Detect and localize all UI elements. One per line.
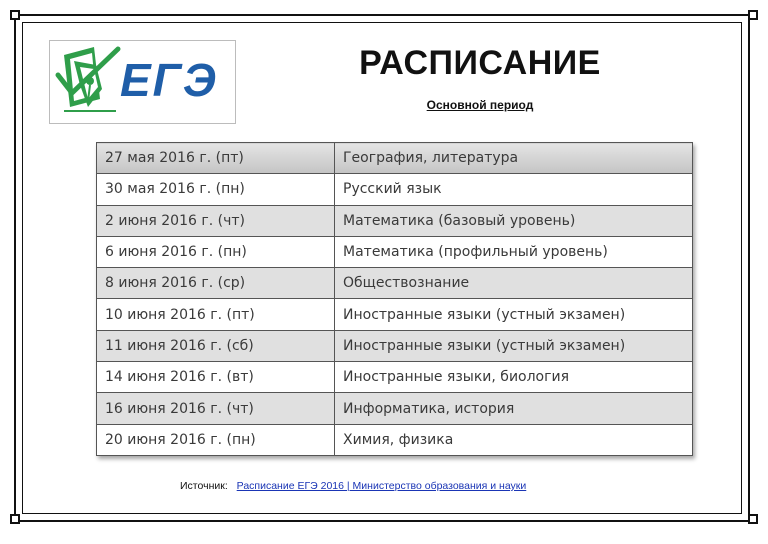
exam-date-cell: 2 июня 2016 г. (чт): [97, 205, 335, 236]
table-row: [97, 205, 693, 236]
exam-subject-cell: Иностранные языки, биология: [335, 362, 693, 393]
table-row: [97, 236, 693, 267]
source-link[interactable]: Расписание ЕГЭ 2016 | Министерство образования и науки: [236, 480, 527, 492]
exam-date-cell: 6 июня 2016 г. (пн): [97, 236, 335, 267]
border-corner: [10, 514, 20, 524]
exam-date-cell: 20 июня 2016 г. (пн): [97, 424, 335, 455]
exam-subject-cell: География, литература: [335, 143, 693, 174]
border-corner: [748, 514, 758, 524]
exam-subject-cell: Химия, физика: [335, 424, 693, 455]
exam-schedule-table: [96, 142, 693, 456]
exam-subject-cell: Иностранные языки (устный экзамен): [335, 330, 693, 361]
exam-subject-cell: Русский язык: [335, 174, 693, 205]
exam-date-cell: 8 июня 2016 г. (ср): [97, 268, 335, 299]
exam-date-cell: 11 июня 2016 г. (сб): [97, 330, 335, 361]
page-title: РАСПИСАНИЕ: [359, 44, 601, 82]
exam-date-cell: 14 июня 2016 г. (вт): [97, 362, 335, 393]
ege-logo: [49, 40, 236, 124]
exam-subject-cell: Информатика, история: [335, 393, 693, 424]
exam-date-cell: 10 июня 2016 г. (пт): [97, 299, 335, 330]
exam-date-cell: 30 мая 2016 г. (пн): [97, 174, 335, 205]
exam-subject-cell: Математика (профильный уровень): [335, 236, 693, 267]
table-row: [97, 143, 693, 174]
exam-subject-cell: Математика (базовый уровень): [335, 205, 693, 236]
table-row: [97, 424, 693, 455]
logo-text: ЕГЭ: [120, 54, 218, 106]
source-note: [180, 480, 526, 492]
exam-subject-cell: Иностранные языки (устный экзамен): [335, 299, 693, 330]
border-corner: [748, 10, 758, 20]
table-row: [97, 362, 693, 393]
table-row: [97, 330, 693, 361]
source-label: Источник:: [180, 480, 228, 492]
table-row: [97, 393, 693, 424]
exam-date-cell: 27 мая 2016 г. (пт): [97, 143, 335, 174]
table-row: [97, 268, 693, 299]
border-corner: [10, 10, 20, 20]
exam-subject-cell: Обществознание: [335, 268, 693, 299]
page-subtitle: Основной период: [426, 98, 534, 112]
exam-date-cell: 16 июня 2016 г. (чт): [97, 393, 335, 424]
table-row: [97, 174, 693, 205]
table-row: [97, 299, 693, 330]
